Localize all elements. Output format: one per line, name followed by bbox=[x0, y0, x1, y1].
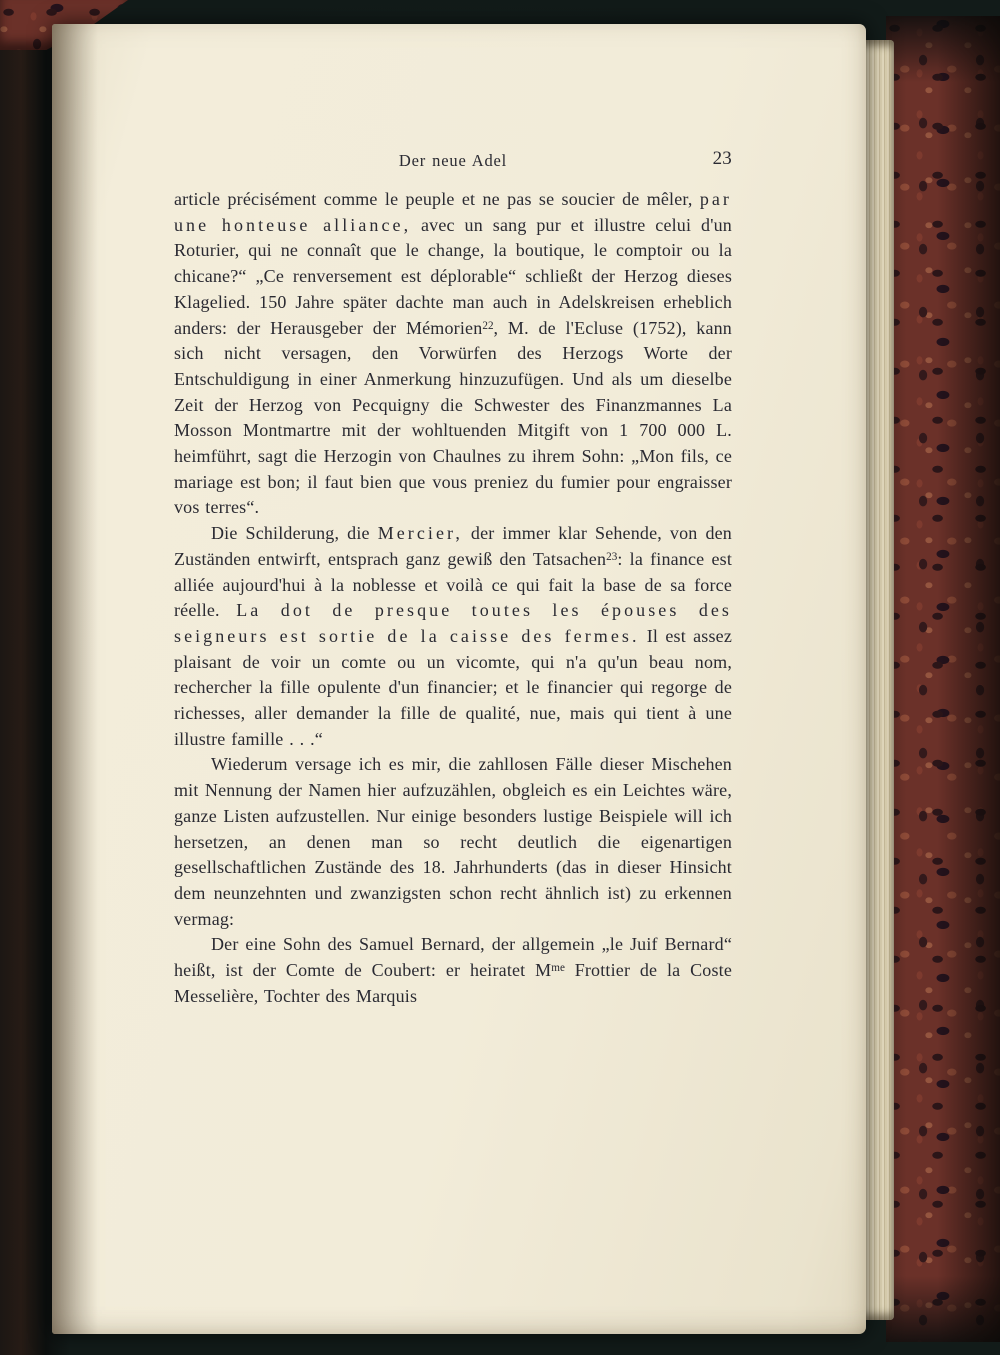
paragraph-1 bbox=[174, 187, 732, 521]
text-segment: der immer klar Sehende, von den Zuständen entwirft, entsprach ganz gewiß den Tatsachen bbox=[174, 523, 732, 569]
text-segment: Frottier de la Coste Messelière, Tochter des Marquis bbox=[174, 960, 732, 1006]
page-title: Der neue Adel bbox=[398, 151, 508, 170]
page-number: 23 bbox=[712, 148, 732, 169]
marbled-cover-edge bbox=[886, 16, 1000, 1342]
text-segment: Il est assez plaisant de voir un comte ou un vicomte, qui n'a qu'un beau nom, rechercher la fille opulente d'un financier; et le financier qui regorge de richesses, aller demander la fille de qualité, nue, mais qui tient à une illustre famille . . .“ bbox=[174, 625, 732, 749]
text-segment: article précisément comme le peuple et ne pas se soucier de mêler, bbox=[174, 189, 700, 209]
text-segment: Die Schilderung, die bbox=[211, 523, 378, 544]
paragraph-4 bbox=[174, 932, 732, 1009]
page-header bbox=[174, 148, 732, 174]
text-segment-spaced: Mercier, bbox=[377, 523, 463, 544]
footnote-ref-22: 22 bbox=[482, 319, 494, 332]
footnote-ref-23: 23 bbox=[606, 550, 618, 563]
text-segment: : la finance est alliée aujourd'hui à la noblesse et voilà ce qui fait la base de sa force réelle. bbox=[174, 548, 732, 621]
book-page bbox=[52, 24, 866, 1334]
text-segment-spaced: La dot de presque toutes les épouses des seigneurs est sortie de la caisse des fermes. bbox=[174, 600, 732, 646]
gutter-shadow bbox=[52, 24, 98, 1334]
text-segment: avec un sang pur et illustre celui d'un Roturier, qui ne connaît que le change, la boutique, le comptoir ou la chicane?“ „Ce renversement est déplorable“ schließt der Herzog dieses Klagelied. 150 Jahre später dachte man auch in Adelskreisen erheblich anders: der Herausgeber der Mémorien bbox=[174, 214, 732, 338]
paragraph-3 bbox=[174, 752, 732, 932]
text-block bbox=[174, 148, 732, 1010]
superscript-mme: me bbox=[551, 962, 565, 975]
paragraph-2 bbox=[174, 521, 732, 752]
text-segment: Wiederum versage ich es mir, die zahllosen Fälle dieser Mischehen mit Nennung der Namen hier aufzuzählen, obgleich es ein Leichtes wäre, ganze Listen aufzustellen. Nur einige besonders lustige Beispiele will ich hersetzen, an denen man so recht deutlich die eigenartigen gesellschaftlichen Zustände des 18. Jahrhunderts (das in dieser Hinsicht dem neunzehnten und zwanzigsten schon recht ähnlich ist) zu erkennen vermag: bbox=[174, 754, 732, 929]
text-segment: , M. de l'Ecluse (1752), kann sich nicht versagen, den Vorwürfen des Herzogs Worte der Entschuldigung in einer Anmerkung hinzuzufügen. Und als um dieselbe Zeit der Herzog von Pecquigny die Schwester des Finanzmannes La Mosson Montmartre mit der wohltuenden Mitgift von 1 700 000 L. heimführt, sagt die Herzogin von Chaulnes zu ihrem Sohn: „Mon fils, ce mariage est bon; il faut bien que vous preniez du fumier pour engraisser vos terres“. bbox=[174, 317, 732, 518]
text-segment-spaced: par une honteuse alliance, bbox=[174, 189, 732, 235]
text-segment: Der eine Sohn des Samuel Bernard, der allgemein „le Juif Bernard“ heißt, ist der Comte de Coubert: er heiratet M bbox=[174, 934, 732, 981]
